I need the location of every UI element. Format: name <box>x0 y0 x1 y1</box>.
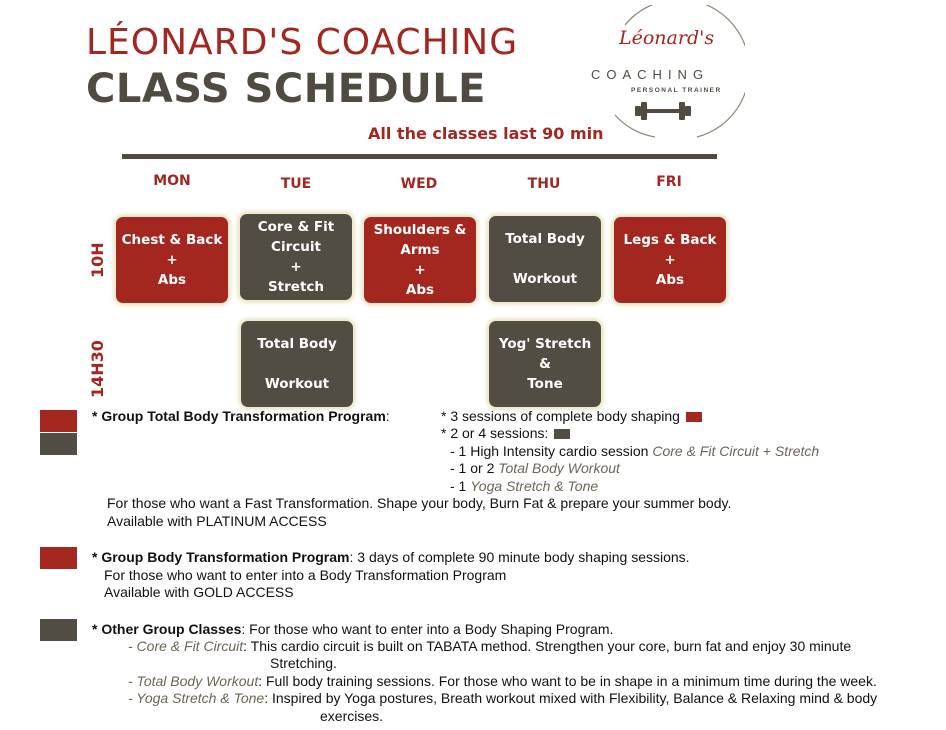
class-slot-label: Yog' Stretch & Tone <box>498 336 592 392</box>
time-label-10h: 10H <box>88 242 107 278</box>
class1-name: - Core & Fit Circuit <box>128 638 244 654</box>
mini-swatch-olive <box>554 429 570 439</box>
logo-tagline: PERSONAL TRAINER <box>631 87 722 94</box>
header-title-line2: CLASS SCHEDULE <box>86 66 487 112</box>
class-slot-label: Core & Fit Circuit + Stretch <box>257 219 335 295</box>
sub1-class: Core & Fit Circuit + Stretch <box>652 443 820 459</box>
program-other-name: * Other Group Classes <box>92 621 242 637</box>
dumbbell-icon <box>635 99 691 123</box>
header-subtitle: All the classes last 90 min <box>368 124 604 143</box>
program-gold-title <box>92 549 690 566</box>
class1-text: : This cardio circuit is built on TABATA method. Strengthen your core, burn fat and enjoy 30 minute <box>243 638 852 654</box>
program-platinum-point2 <box>441 425 570 442</box>
legend-swatch-gold <box>40 547 77 569</box>
class-slot-label: Chest & Back + Abs <box>121 232 223 288</box>
program-platinum-title <box>92 408 390 425</box>
class2-name: - Total Body Workout <box>128 673 259 689</box>
class-slot-label: Legs & Back + Abs <box>623 232 717 288</box>
time-label-14h30: 14H30 <box>88 340 107 398</box>
header-title-line1: LÉONARD'S COACHING <box>86 22 519 63</box>
program-gold-desc: For those who want to enter into a Body Transformation Program <box>104 567 507 583</box>
legend-swatch-red <box>40 410 77 432</box>
class-slot-thu-14h30[interactable] <box>489 321 601 407</box>
class-slot-tue-14h30[interactable] <box>241 321 353 407</box>
program-other-class1 <box>128 638 851 655</box>
class3-text: : Inspired by Yoga postures, Breath workout mixed with Flexibility, Balance & Relaxing mind & body <box>264 690 878 706</box>
program-platinum-sub1 <box>450 443 819 460</box>
sub2-class: Total Body Workout <box>498 460 620 476</box>
class-slot-wed-10h[interactable] <box>364 217 476 303</box>
sub3-prefix: - 1 <box>450 478 467 494</box>
legend-swatch-other <box>40 619 77 641</box>
program-platinum-point1 <box>441 408 702 425</box>
program-platinum-sub2 <box>450 460 620 477</box>
program-platinum-sub3 <box>450 478 598 495</box>
class-slot-label: Total Body Workout <box>505 231 585 287</box>
sub2-prefix: - 1 or 2 <box>450 460 495 476</box>
legend-swatch-olive <box>40 433 77 455</box>
class2-text: : Full body training sessions. For those who want to be in shape in a minimum time during the week. <box>258 673 877 689</box>
class3-name: - Yoga Stretch & Tone <box>128 690 265 706</box>
day-header-wed: WED <box>400 176 438 192</box>
day-header-thu: THU <box>527 176 561 192</box>
sub3-class: Yoga Stretch & Tone <box>470 478 599 494</box>
point1-text: * 3 sessions of complete body shaping <box>441 408 680 424</box>
class-slot-label: Total Body Workout <box>257 336 337 392</box>
sub1-prefix: - 1 High Intensity cardio session <box>450 443 649 459</box>
class-slot-label: Shoulders & Arms + Abs <box>373 222 467 298</box>
program-other-class3 <box>128 690 877 707</box>
program-other-class3-cont: exercises. <box>320 708 384 724</box>
class-slot-fri-10h[interactable] <box>614 217 726 303</box>
program-platinum-colon: : <box>385 408 390 424</box>
class-slot-mon-10h[interactable] <box>116 217 228 303</box>
program-gold-access: Available with GOLD ACCESS <box>104 584 294 600</box>
header-divider <box>122 154 717 159</box>
day-header-tue: TUE <box>280 176 312 192</box>
program-gold-name: * Group Body Transformation Program <box>92 549 350 565</box>
mini-swatch-red <box>686 412 702 422</box>
program-other-title <box>92 621 613 638</box>
program-platinum-name: * Group Total Body Transformation Program <box>92 408 386 424</box>
program-other-class1-cont: Stretching. <box>270 655 337 671</box>
program-gold-text: : 3 days of complete 90 minute body shaping sessions. <box>349 549 690 565</box>
logo <box>585 5 745 145</box>
logo-script-name: Léonard's <box>619 27 715 49</box>
program-other-text: : For those who want to enter into a Body Shaping Program. <box>241 621 614 637</box>
logo-word: COACHING <box>591 67 710 82</box>
program-platinum-desc: For those who want a Fast Transformation. Shape your body, Burn Fat & prepare your summer body. <box>107 495 732 511</box>
program-other-class2 <box>128 673 877 690</box>
point2-text: * 2 or 4 sessions: <box>441 425 549 441</box>
class-slot-thu-10h[interactable] <box>489 216 601 302</box>
class-slot-tue-10h[interactable] <box>240 214 352 300</box>
day-header-mon: MON <box>153 173 191 189</box>
program-platinum-access: Available with PLATINUM ACCESS <box>107 513 327 529</box>
day-header-fri: FRI <box>656 174 682 190</box>
